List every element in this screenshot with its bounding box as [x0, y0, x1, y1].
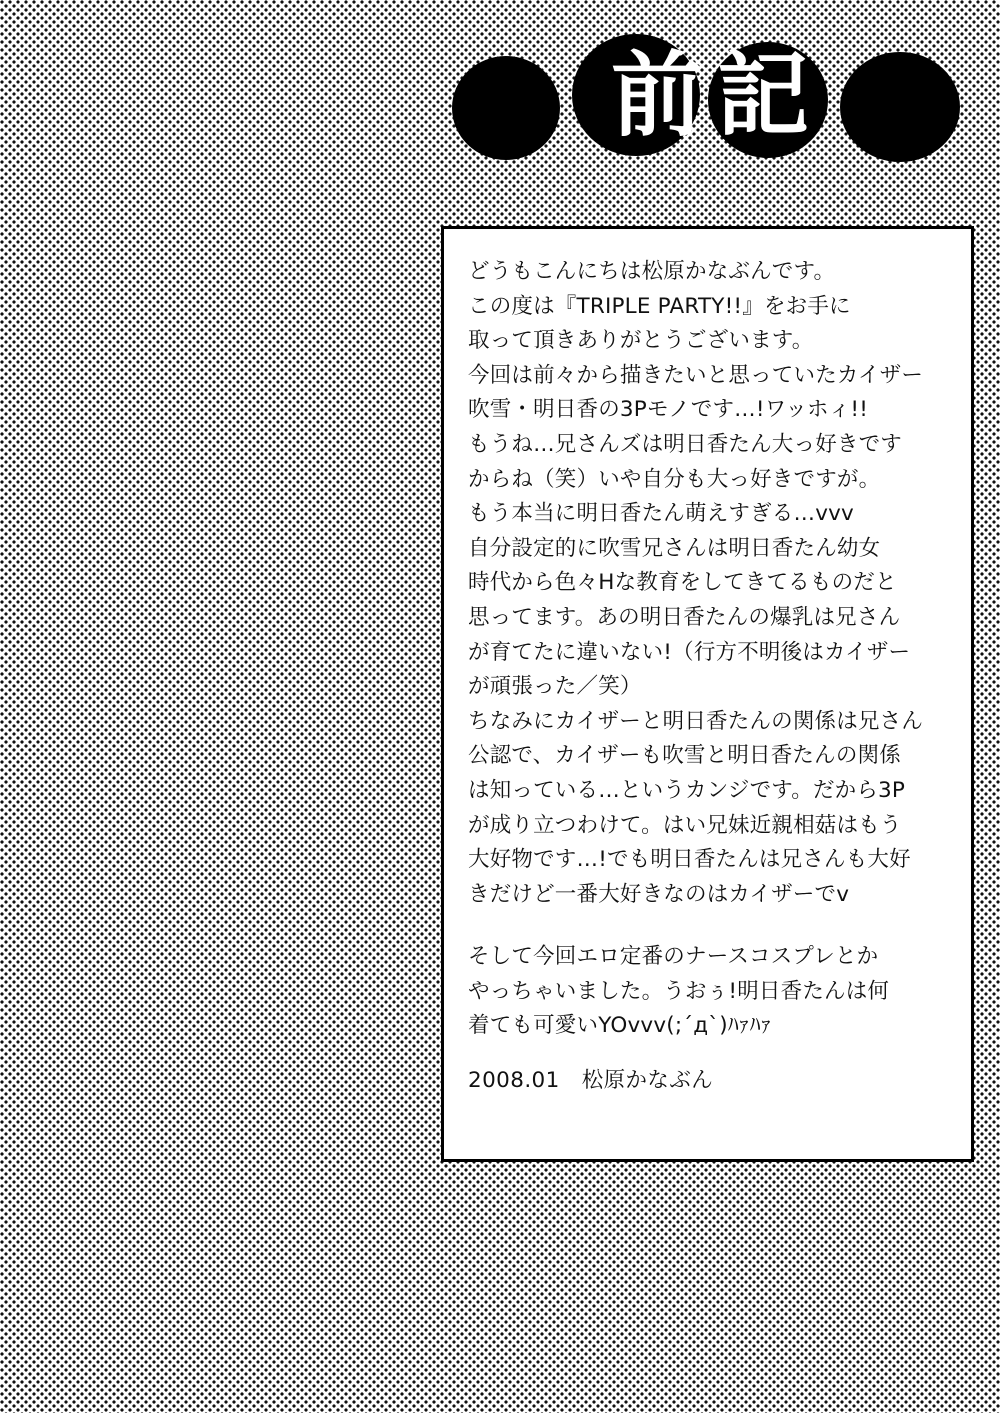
note-line: ちなみにカイザーと明日香たんの関係は兄さん — [468, 708, 924, 734]
note-line: 取って頂きありがとうございます。 — [468, 328, 814, 354]
signature — [468, 1066, 953, 1096]
note-line: きだけど一番大好きなのはカイザーでv — [468, 881, 850, 907]
note-line: 自分設定的に吹雪兄さんは明日香たん幼女 — [468, 535, 881, 561]
ink-blob-icon — [840, 52, 960, 162]
note-line: 思ってます。あの明日香たんの爆乳は兄さん — [468, 604, 901, 630]
note-line: もう本当に明日香たん萌えすぎる…vvv — [468, 501, 854, 527]
note-line: 時代から色々Hな教育をしてきてるものだと — [468, 570, 897, 596]
note-line: が育てたに違いない!（行方不明後はカイザー — [468, 639, 911, 665]
foreword-text-block — [468, 255, 953, 1145]
note-line: が成り立つわけて。はい兄妹近親相菇はもう — [468, 812, 902, 838]
note-line: は知っている…というカンジです。だから3P — [468, 777, 906, 803]
note-line: 公認で、カイザーも吹雪と明日香たんの関係 — [468, 743, 901, 769]
signature-date: 2008.01 — [468, 1068, 560, 1094]
page-title: 前記 — [610, 42, 823, 149]
note-line: この度は『TRIPLE PARTY!!』をお手に — [468, 293, 851, 319]
note-line: からね（笑）いや自分も大っ好きですが。 — [468, 466, 881, 492]
note-line: 今回は前々から描きたいと思っていたカイザー — [468, 362, 924, 388]
paragraph-spacer — [468, 912, 953, 940]
signature-name: 松原かなぶん — [581, 1068, 714, 1094]
note-line: やっちゃいました。うおぅ!明日香たんは何 — [468, 978, 890, 1004]
foreword-panel — [441, 226, 974, 1162]
note-line: 吹雪・明日香の3Pモノです…!ワッホィ!! — [468, 397, 869, 423]
note-line: そして今回エロ定番のナースコスプレとか — [468, 944, 879, 970]
note-line: 大好物です…!でも明日香たんは兄さんも大好 — [468, 847, 911, 873]
ink-blob-icon — [452, 56, 560, 160]
note-line: 着ても可愛いYOvvv(;´д`)ﾊｧﾊｧ — [468, 1013, 772, 1039]
title-banner — [440, 28, 980, 158]
note-line: どうもこんにちは松原かなぶんです。 — [468, 259, 836, 284]
note-line: もうね…兄さんズは明日香たん大っ好きです — [468, 431, 903, 457]
note-line: が頑張った／笑） — [468, 674, 642, 700]
